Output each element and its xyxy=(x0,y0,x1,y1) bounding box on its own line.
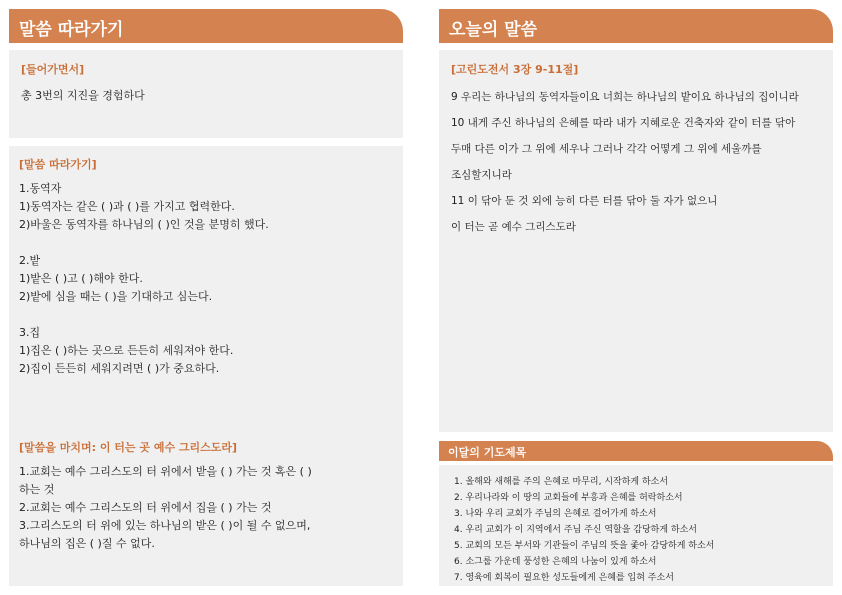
prayer-item: 4. 우리 교회가 이 지역에서 주님 주신 역할을 감당하게 하소서 xyxy=(454,525,697,535)
follow-line: 2)밭에 심을 때는 ( )을 기대하고 심는다. xyxy=(19,290,213,303)
intro-text: 총 3번의 지진을 경험하다 xyxy=(21,89,145,102)
closing-line: 하는 것 xyxy=(19,483,55,496)
follow-line: 1.동역자 xyxy=(19,182,62,195)
follow-line: 1)집은 ( )하는 곳으로 든든히 세워져야 한다. xyxy=(19,344,234,357)
closing-line: 3.그리스도의 터 위에 있는 하나님의 받은 ( )이 될 수 없으며, xyxy=(19,519,311,532)
follow-line: 3.집 xyxy=(19,326,41,339)
closing-line: 하나님의 집은 ( )질 수 없다. xyxy=(19,537,155,550)
scripture-line: 이 터는 곧 예수 그리스도라 xyxy=(451,221,576,233)
prayer-item: 2. 우리나라와 이 땅의 교회들에 부흥과 은혜를 허락하소서 xyxy=(454,493,683,503)
scripture-line: 11 이 닦아 둔 것 외에 능히 다른 터를 닦아 둘 자가 없으니 xyxy=(451,195,718,207)
closing-line: 1.교회는 예수 그리스도의 터 위에서 받을 ( ) 가는 것 혹은 ( ) xyxy=(19,465,312,478)
prayer-panel xyxy=(439,465,833,586)
study-panel xyxy=(9,146,403,586)
right-header-title: 오늘의 말씀 xyxy=(449,20,538,40)
scripture-title: [고린도전서 3장 9-11절] xyxy=(451,63,579,76)
scripture-line: 두매 다른 이가 그 위에 세우나 그러나 각각 어떻게 그 위에 세울까를 xyxy=(451,143,762,155)
intro-title: [들어가면서] xyxy=(21,63,85,76)
prayer-item: 7. 영육에 회복이 필요한 성도들에게 은혜를 입혀 주소서 xyxy=(454,573,674,583)
scripture-panel xyxy=(439,50,833,432)
prayer-item: 6. 소그룹 가운데 풍성한 은혜의 나눔이 있게 하소서 xyxy=(454,557,657,567)
scripture-line: 조심할지니라 xyxy=(451,169,512,181)
follow-line: 2)집이 든든히 세워지려면 ( )가 중요하다. xyxy=(19,362,220,375)
intro-panel xyxy=(9,50,403,138)
follow-line: 2)바울은 동역자를 하나님의 ( )인 것을 분명히 했다. xyxy=(19,218,269,231)
follow-line: 2.밭 xyxy=(19,254,41,267)
follow-title: [말씀 따라가기] xyxy=(19,158,97,171)
right-header-tab xyxy=(439,9,833,43)
follow-line: 1)동역자는 같은 ( )과 ( )를 가지고 협력한다. xyxy=(19,200,235,213)
prayer-item: 1. 올해와 새해를 주의 은혜로 마무리, 시작하게 하소서 xyxy=(454,477,669,487)
closing-title: [말씀을 마치며: 이 터는 곳 예수 그리스도라] xyxy=(19,441,238,454)
closing-line: 2.교회는 예수 그리스도의 터 위에서 집을 ( ) 가는 것 xyxy=(19,501,272,514)
left-header-title: 말씀 따라가기 xyxy=(19,20,124,40)
scripture-line: 9 우리는 하나님의 동역자들이요 너희는 하나님의 밭이요 하나님의 집이니라 xyxy=(451,91,799,103)
left-header-tab xyxy=(9,9,403,43)
prayer-header-tab xyxy=(439,441,833,461)
prayer-item: 3. 나와 우리 교회가 주님의 은혜로 걸어가게 하소서 xyxy=(454,509,657,519)
prayer-item: 5. 교회의 모든 부서와 기관들이 주님의 뜻을 좇아 감당하게 하소서 xyxy=(454,541,715,551)
scripture-line: 10 내게 주신 하나님의 은혜를 따라 내가 지혜로운 건축자와 같이 터를 닦아 xyxy=(451,117,796,129)
follow-line: 1)밭은 ( )고 ( )해야 한다. xyxy=(19,272,143,285)
prayer-header-title: 이달의 기도제목 xyxy=(448,446,527,459)
